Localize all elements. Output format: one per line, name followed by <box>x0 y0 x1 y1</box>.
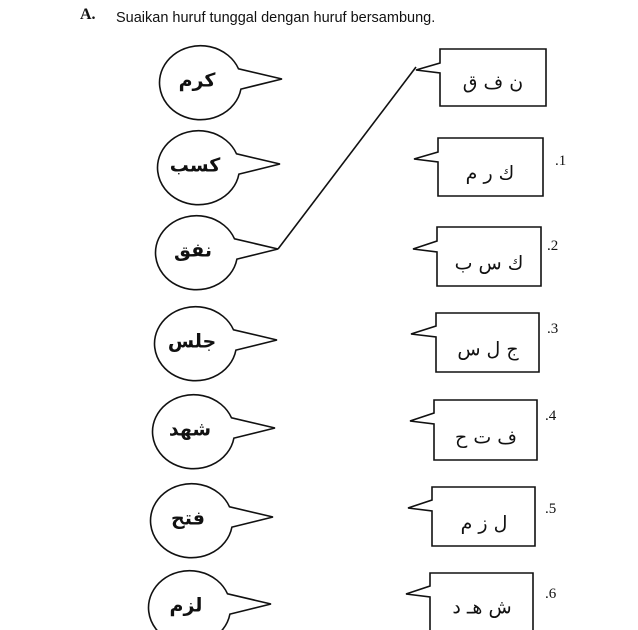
word-text: جلس <box>167 330 217 353</box>
letters-text: ل ز م <box>460 512 508 535</box>
item-number: .4 <box>545 408 557 424</box>
letters-box[interactable] <box>411 313 539 372</box>
letters-box[interactable] <box>410 400 537 460</box>
item-number: .5 <box>545 501 557 517</box>
letters-box[interactable] <box>413 227 541 286</box>
word-bubble[interactable] <box>158 131 280 205</box>
letters-box[interactable] <box>416 49 546 106</box>
letters-text: ف ت ح <box>455 426 517 449</box>
item-number: .3 <box>547 321 559 337</box>
item-number: .6 <box>545 586 557 602</box>
letters-text: ش هـ د <box>452 596 512 619</box>
word-text: فتح <box>171 507 205 530</box>
item-number: .2 <box>547 238 559 254</box>
letters-box[interactable] <box>414 138 543 196</box>
letters-text: ج ل س <box>457 338 519 361</box>
letters-text: ك ر م <box>465 162 515 185</box>
word-text: كرم <box>178 69 216 92</box>
word-text: نفق <box>174 239 212 262</box>
letters-text: ك س ب <box>454 252 524 275</box>
instruction-text: Suaikan huruf tunggal dengan huruf bersambung. <box>116 10 436 26</box>
letters-text: ن ف ق <box>462 71 524 94</box>
word-text: كسب <box>169 154 221 177</box>
word-bubble[interactable] <box>160 46 282 120</box>
word-text: شهد <box>168 418 212 441</box>
word-bubble[interactable] <box>155 307 277 381</box>
section-label: A. <box>80 6 96 23</box>
word-bubble[interactable] <box>156 216 278 290</box>
letters-box[interactable] <box>408 487 535 546</box>
word-bubble[interactable] <box>153 395 275 469</box>
item-number: .1 <box>555 153 567 169</box>
word-bubble[interactable] <box>149 571 271 630</box>
word-bubble[interactable] <box>151 484 273 558</box>
connecting-line <box>278 67 416 249</box>
letters-box[interactable] <box>406 573 533 630</box>
word-text: لزم <box>169 594 203 617</box>
